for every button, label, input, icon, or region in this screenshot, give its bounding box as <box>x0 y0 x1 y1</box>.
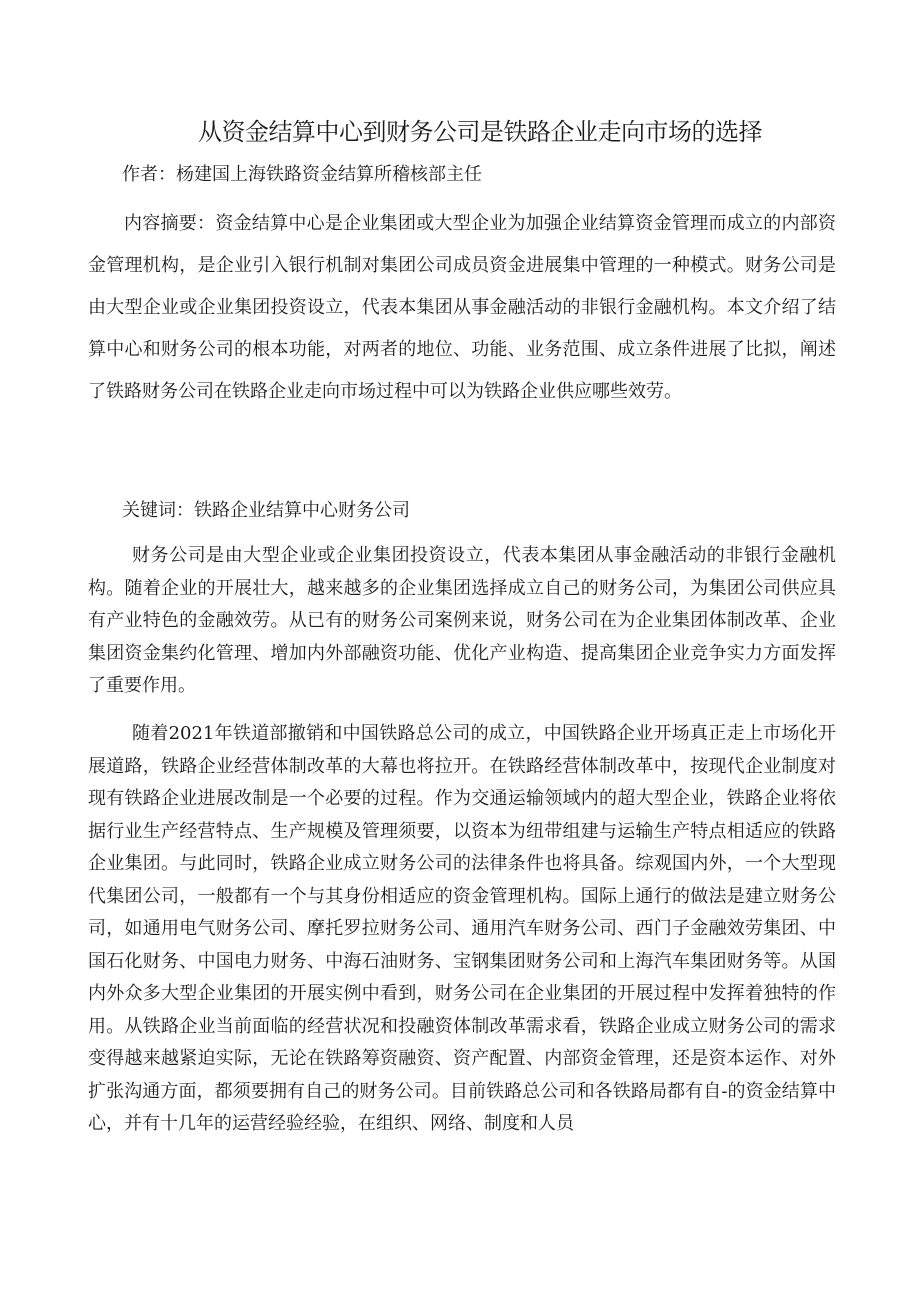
keywords-line: 关键词：铁路企业结算中心财务公司 <box>122 500 410 521</box>
body-paragraph: 财务公司是由大型企业或企业集团投资设立，代表本集团从事金融活动的非银行金融机构。随着企业的开展壮大，越来越多的企业集团选择成立自己的财务公司，为集团公司供应具有产业特色的金融效劳。从已有的财务公司案例来说，财务公司在为企业集团体制改革、企业集团资金集约化管理、增加内外部融资功能、优化产业构造、提高集团企业竞争实力方面发挥了重要作用。 <box>88 545 836 696</box>
abstract-paragraph: 内容摘要：资金结算中心是企业集团或大型企业为加强企业结算资金管理而成立的内部资金管理机构，是企业引入银行机制对集团公司成员资金进展集中管理的一种模式。财务公司是由大型企业或企业集团投资设立，代表本集团从事金融活动的非银行金融机构。本文介绍了结算中心和财务公司的根本功能，对两者的地位、功能、业务范围、成立条件进展了比拟，阐述了铁路财务公司在铁路企业走向市场过程中可以为铁路企业供应哪些效劳。 <box>88 213 836 402</box>
document-title: 从资金结算中心到财务公司是铁路企业走向市场的选择 <box>198 118 762 146</box>
author-line: 作者：杨建国上海铁路资金结算所稽核部主任 <box>122 164 482 185</box>
body-paragraph: 随着2021年铁道部撤销和中国铁路总公司的成立，中国铁路企业开场真正走上市场化开展道路，铁路企业经营体制改革的大幕也将拉开。在铁路经营体制改革中，按现代企业制度对现有铁路企业进展改制是一个必要的过程。作为交通运输领域内的超大型企业，铁路企业将依据行业生产经营特点、生产规模及管理须要，以资本为纽带组建与运输生产特点相适应的铁路企业集团。与此同时，铁路企业成立财务公司的法律条件也将具备。综观国内外，一个大型现代集团公司，一般都有一个与其身份相适应的资金管理机构。国际上通行的做法是建立财务公司，如通用电气财务公司、摩托罗拉财务公司、通用汽车财务公司、西门子金融效劳集团、中国石化财务、中国电力财务、中海石油财务、宝钢集团财务公司和上海汽车集团财务等。从国内外众多大型企业集团的开展实例中看到，财务公司在企业集团的开展过程中发挥着独特的作用。从铁路企业当前面临的经营状况和投融资体制改革需求看，铁路企业成立财务公司的需求变得越来越紧迫实际，无论在铁路筹资融资、资产配置、内部资金管理，还是资本运作、对外扩张沟通方面，都须要拥有自己的财务公司。目前铁路总公司和各铁路局都有自-的资金结算中心，并有十几年的运营经验经验，在组织、网络、制度和人员 <box>88 723 836 1134</box>
